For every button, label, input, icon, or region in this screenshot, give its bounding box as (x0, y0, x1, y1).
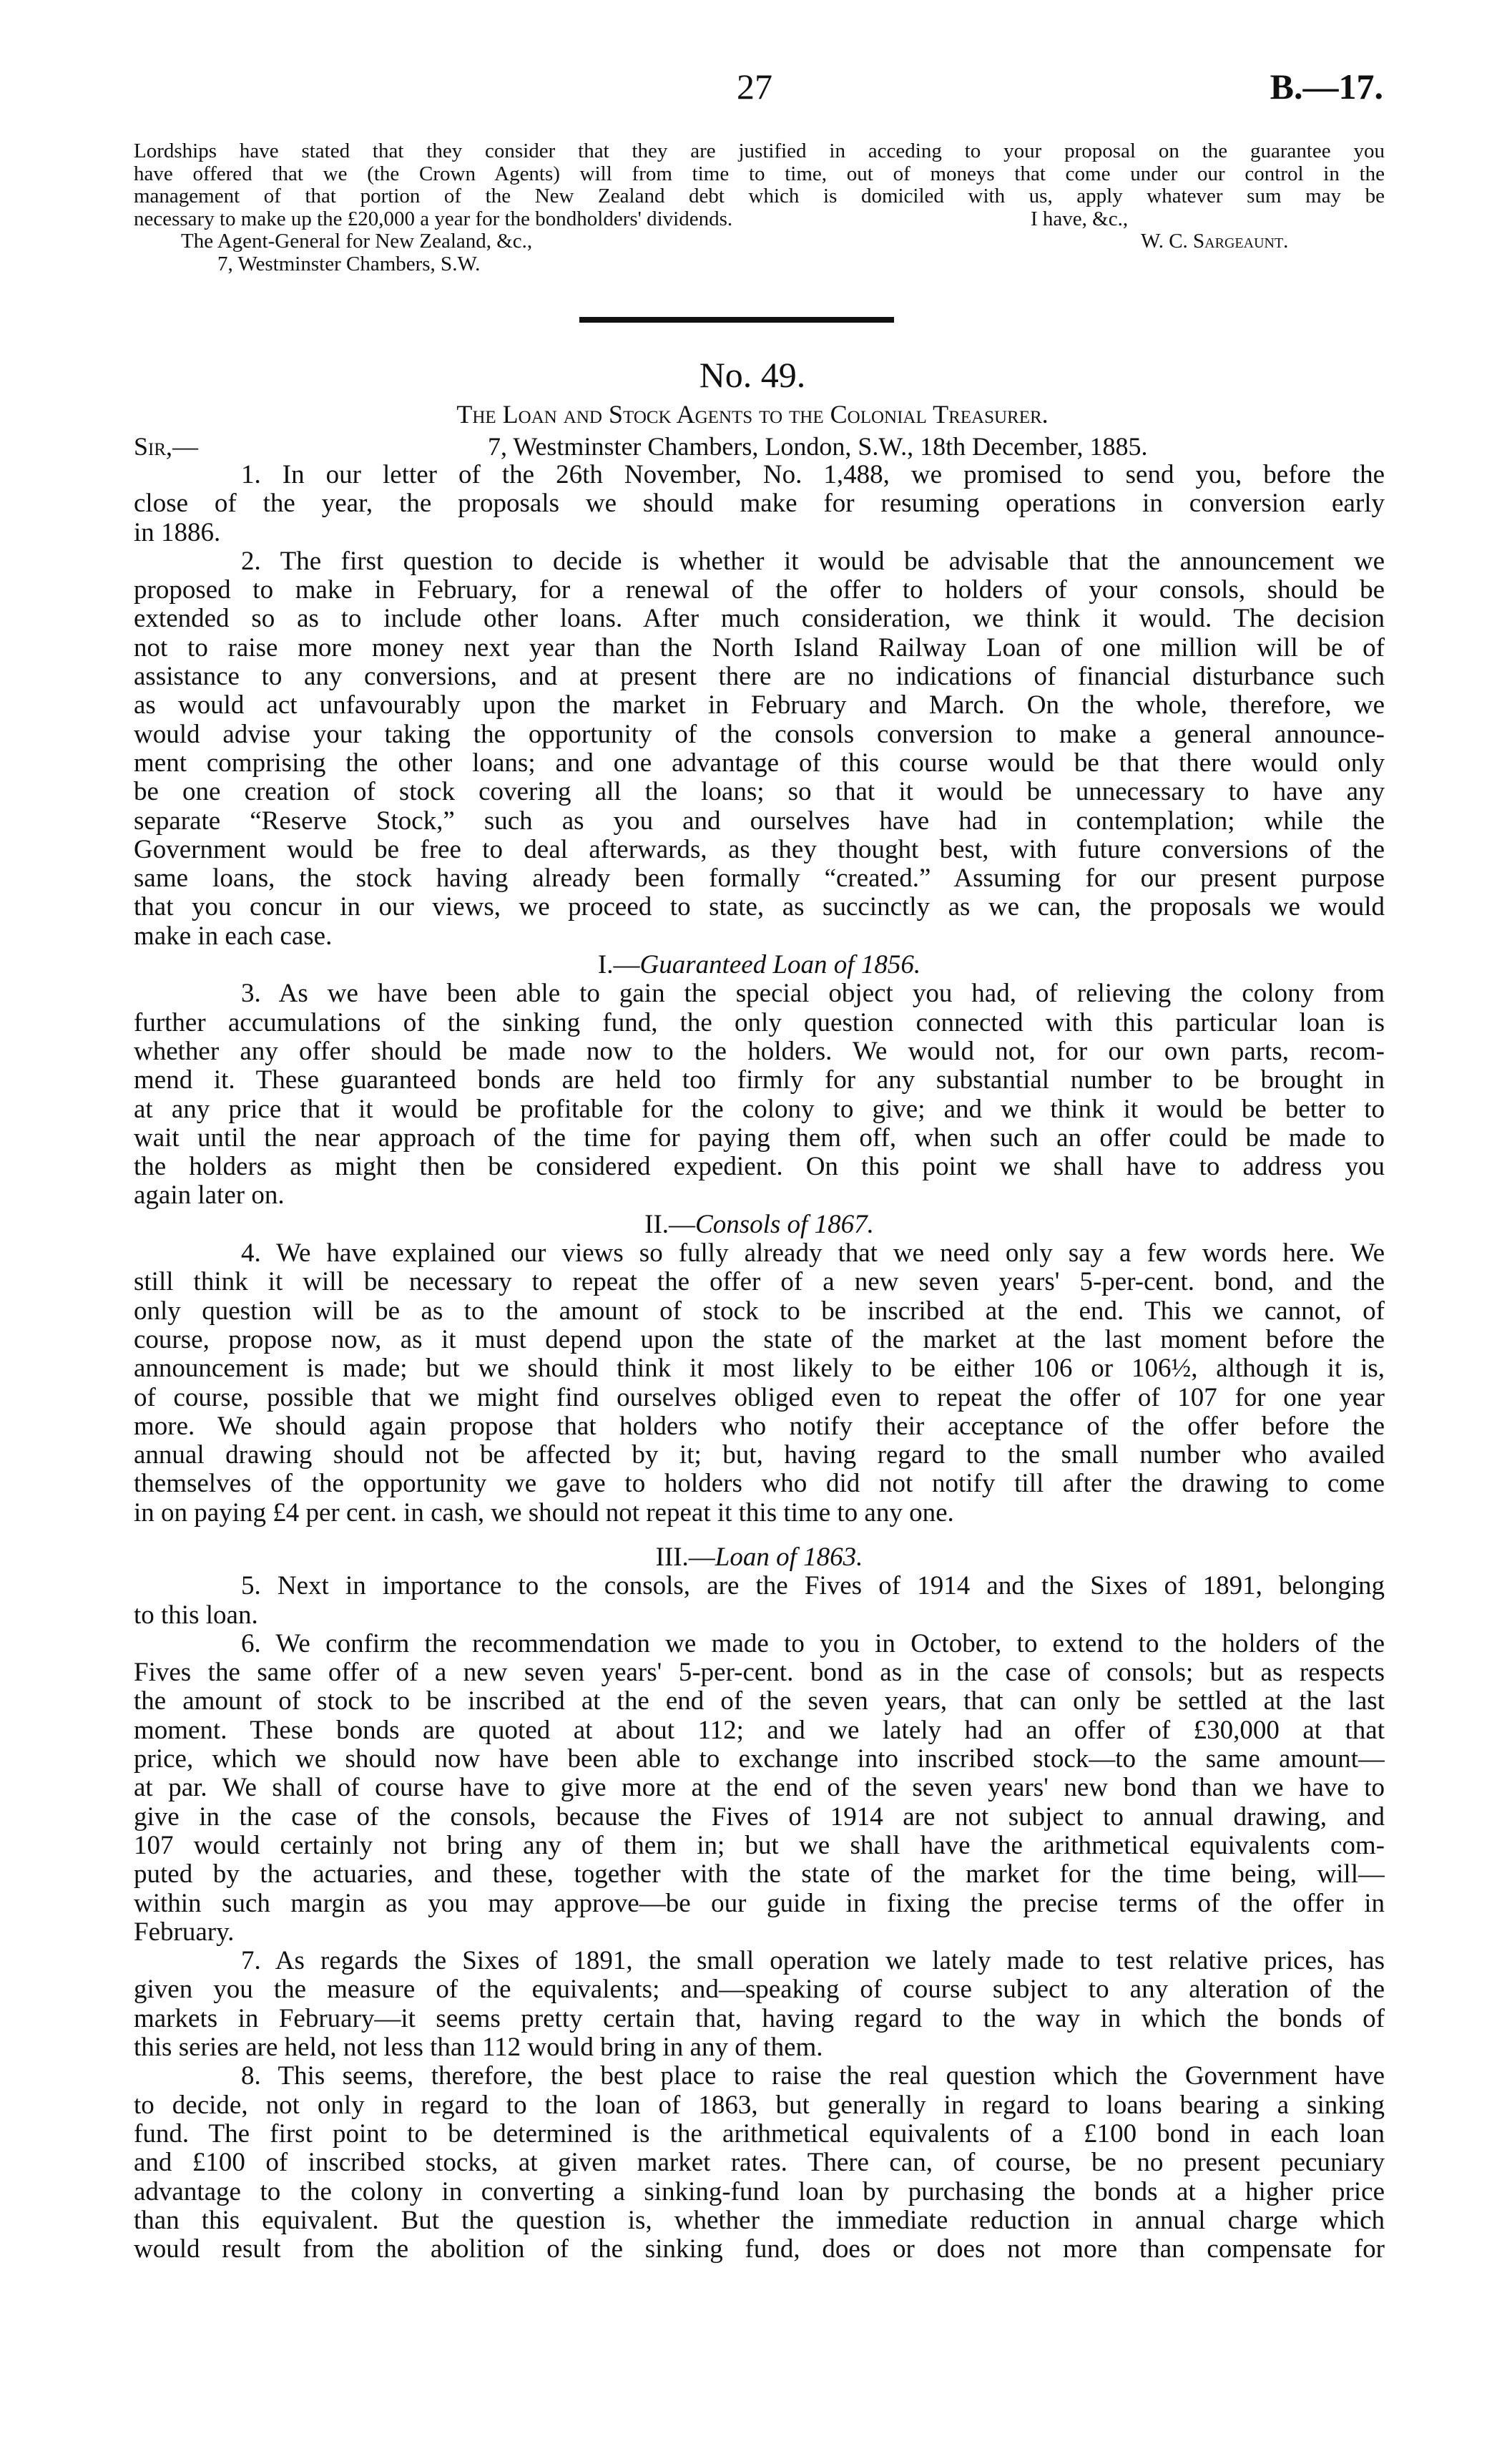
section-heading (134, 951, 1385, 979)
closing: I have, &c., (1031, 207, 1129, 230)
text-line: advantage to the colony in converting a sinking-fund loan by purchasing the bonds at a higher price (134, 2177, 1385, 2206)
section-title: Consols of 1867. (695, 1209, 874, 1239)
closing-row (134, 208, 1385, 231)
signature-row (134, 230, 1385, 253)
text-line: Government would be free to deal afterwards, as they thought best, with future conversions of the (134, 835, 1385, 864)
document-reference: B.—17. (1270, 67, 1383, 107)
text-line: that you concur in our views, we proceed to state, as succinctly as we can, the proposals we would (134, 893, 1385, 922)
page-number: 27 (737, 67, 772, 107)
text-line: Lordships have stated that they consider that they are justified in acceding to your proposal on the guarantee you (134, 140, 1385, 162)
text-line: as would act unfavourably upon the market in February and March. On the whole, therefore, we (134, 691, 1385, 720)
text-line: of course, possible that we might find ourselves obliged even to repeat the offer of 107 for one year (134, 1383, 1385, 1412)
text-line: to decide, not only in regard to the loan of 1863, but generally in regard to loans bearing a sinking (134, 2091, 1385, 2120)
text-line: price, which we should now have been able to exchange into inscribed stock—to the same amount— (134, 1745, 1385, 1774)
text-line: moment. These bonds are quoted at about 112; and we lately had an offer of £30,000 at that (134, 1716, 1385, 1745)
paragraph (134, 1947, 1385, 2062)
text-line: 6. We confirm the recommendation we made to you in October, to extend to the holders of the (241, 1629, 1385, 1658)
addressee-address: 7, Westminster Chambers, S.W. (217, 252, 481, 275)
text-line: give in the case of the consols, because the Fives of 1914 are not subject to annual drawing, and (134, 1802, 1385, 1832)
text-line: February. (134, 1917, 235, 1947)
text-line: not to raise more money next year than the North Island Railway Loan of one million will be of (134, 633, 1385, 663)
letter-body (134, 461, 1385, 2264)
text-line: the amount of stock to be inscribed at the end of the seven years, that can only be settled at the last (134, 1687, 1385, 1716)
text-line: still think it will be necessary to repeat the offer of a new seven years' 5-per-cent. bond, and the (134, 1268, 1385, 1297)
text-line: annual drawing should not be affected by it; but, having regard to the small number who availed (134, 1441, 1385, 1470)
paragraph (134, 461, 1385, 547)
text-line: mend it. These guaranteed bonds are held too firmly for any substantial number to be brought in (134, 1066, 1385, 1095)
addressee: The Agent-General for New Zealand, &c., (181, 230, 533, 253)
text-line: puted by the actuaries, and these, together with the state of the market for the time being, will— (134, 1860, 1385, 1890)
text-line: 7. As regards the Sixes of 1891, the small operation we lately made to test relative prices, has (241, 1947, 1385, 1976)
section-divider (579, 317, 894, 323)
section-title: Loan of 1863. (715, 1542, 863, 1572)
text-line: at par. We shall of course have to give more at the end of the seven years' new bond than we have to (134, 1774, 1385, 1803)
text-line: proposed to make in February, for a renewal of the offer to holders of your consols, should be (134, 576, 1385, 605)
section-number: I.— (597, 950, 640, 980)
paragraph (134, 2062, 1385, 2264)
text-line: given you the measure of the equivalents; and—speaking of course subject to any alteration of the (134, 1975, 1385, 2005)
text-line: assistance to any conversions, and at present there are no indications of financial disturbance such (134, 663, 1385, 692)
text-line: would result from the abolition of the sinking fund, does or does not more than compensate for (134, 2235, 1385, 2264)
text-line: 4. We have explained our views so fully already that we need only say a few words here. We (241, 1239, 1385, 1268)
text-line: separate “Reserve Stock,” such as you and ourselves have had in contemplation; while the (134, 806, 1385, 836)
paragraph (134, 979, 1385, 1210)
text-line: management of that portion of the New Zealand debt which is domiciled with us, apply whatever sum may be (134, 185, 1385, 207)
text-line: this series are held, not less than 112 would bring in any of them. (134, 2033, 823, 2063)
text-line: same loans, the stock having already been formally “created.” Assuming for our present purpose (134, 864, 1385, 894)
text-line: wait until the near approach of the time for paying them off, when such an offer could be made to (134, 1123, 1385, 1153)
text-line: 8. This seems, therefore, the best place to raise the real question which the Government have (241, 2062, 1385, 2091)
text-line: announcement is made; but we should think it most likely to be either 106 or 106½, although it is, (134, 1354, 1385, 1384)
text-line: in on paying £4 per cent. in cash, we should not repeat it this time to any one. (134, 1498, 954, 1527)
paragraph (134, 1572, 1385, 1630)
text-line: course, propose now, as it must depend upon the state of the market at the last moment before the (134, 1325, 1385, 1354)
text-line: the holders as might then be considered expedient. On this point we shall have to address you (134, 1153, 1385, 1182)
text-line: than this equivalent. But the question is, whether the immediate reduction in annual charge which (134, 2206, 1385, 2235)
text-line: necessary to make up the £20,000 a year for the bondholders' dividends. (134, 207, 733, 230)
section-title: Guaranteed Loan of 1856. (639, 950, 921, 980)
section-number: II.— (644, 1209, 696, 1239)
text-line: markets in February—it seems pretty certain that, having regard to the way in which the bonds of (134, 2004, 1385, 2033)
salutation: Sir,— (134, 432, 199, 461)
text-line: again later on. (134, 1181, 285, 1211)
text-line: in 1886. (134, 518, 221, 547)
section-number: III.— (655, 1542, 715, 1572)
text-line: and £100 of inscribed stocks, at given market rates. There can, of course, be no present pecuniary (134, 2148, 1385, 2178)
text-line: within such margin as you may approve—be our guide in fixing the precise terms of the offer in (134, 1889, 1385, 1918)
letter-subtitle: The Loan and Stock Agents to the Colonial Treasurer. (456, 400, 1049, 429)
paragraph (134, 1630, 1385, 1947)
text-line: extended so as to include other loans. After much consideration, we think it would. The decision (134, 605, 1385, 634)
text-line: Fives the same offer of a new seven years' 5-per-cent. bond as in the case of consols; but as respects (134, 1658, 1385, 1688)
text-line: 5. Next in importance to the consols, are the Fives of 1914 and the Sixes of 1891, belonging (241, 1572, 1385, 1601)
text-line: themselves of the opportunity we gave to holders who did not notify till after the drawing to come (134, 1470, 1385, 1499)
text-line: whether any offer should be made now to the holders. We would not, for our own parts, recom- (134, 1037, 1385, 1066)
text-line: close of the year, the proposals we should make for resuming operations in conversion early (134, 489, 1385, 519)
text-line: 1. In our letter of the 26th November, No. 1,488, we promised to send you, before the (241, 461, 1385, 489)
text-line: more. We should again propose that holders who notify their acceptance of the offer before the (134, 1412, 1385, 1441)
text-line: be one creation of stock covering all the loans; so that it would be unnecessary to have any (134, 778, 1385, 807)
previous-letter-ending (134, 140, 1385, 275)
text-line: 107 would certainly not bring any of them in; but we shall have the arithmetical equivalents com- (134, 1831, 1385, 1860)
text-line: at any price that it would be profitable for the colony to give; and we think it would be better to (134, 1095, 1385, 1124)
text-line: 2. The first question to decide is whether it would be advisable that the announcement we (241, 547, 1385, 576)
salutation-row (134, 431, 1385, 460)
text-line: to this loan. (134, 1600, 258, 1630)
text-line: only question will be as to the amount of stock to be inscribed at the end. This we cannot, of (134, 1296, 1385, 1326)
paragraph (134, 1239, 1385, 1527)
text-line: 3. As we have been able to gain the special object you had, of relieving the colony from (241, 979, 1385, 1009)
text-line: make in each case. (134, 921, 333, 951)
section-heading (134, 1211, 1385, 1239)
address-row (134, 253, 1385, 276)
text-line: have offered that we (the Crown Agents) will from time to time, out of moneys that come under our control in the (134, 162, 1385, 185)
signature: W. C. Sargeaunt. (1141, 230, 1289, 253)
section-heading (134, 1543, 1385, 1572)
paragraph (134, 547, 1385, 951)
text-line: further accumulations of the sinking fund, the only question connected with this particular loan is (134, 1008, 1385, 1037)
letter-number: No. 49. (699, 355, 806, 395)
text-line: fund. The first point to be determined is the arithmetical equivalents of a £100 bond in each loan (134, 2119, 1385, 2148)
text-line: ment comprising the other loans; and one advantage of this course would be that there would only (134, 748, 1385, 778)
text-line: would advise your taking the opportunity of the consols conversion to make a general announce- (134, 720, 1385, 749)
address-date: 7, Westminster Chambers, London, S.W., 18th December, 1885. (488, 432, 1148, 461)
